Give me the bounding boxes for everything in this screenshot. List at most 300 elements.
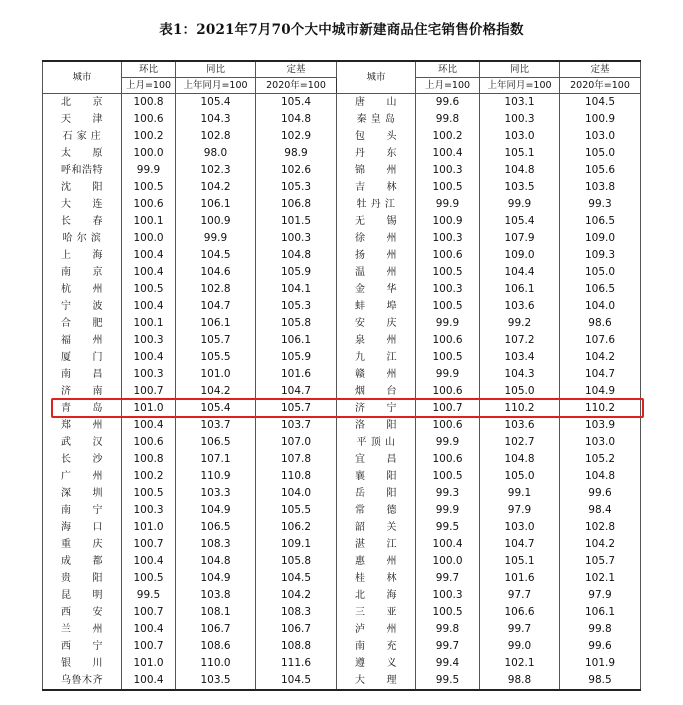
mom-cell: 101.0 (122, 655, 176, 672)
yoy-cell: 105.7 (176, 332, 256, 349)
table-row (43, 434, 641, 451)
fixed-cell: 105.5 (256, 502, 337, 519)
city-cell: 济 南 (43, 383, 122, 400)
fixed-cell: 102.9 (256, 128, 337, 145)
yoy-cell: 110.0 (176, 655, 256, 672)
header-city: 城市 (43, 61, 122, 94)
header-fixed: 定基 (256, 61, 337, 78)
yoy-cell: 105.5 (176, 349, 256, 366)
yoy-cell: 104.6 (176, 264, 256, 281)
fixed-cell-right: 99.6 (560, 638, 641, 655)
table-row (43, 145, 641, 162)
fixed-cell: 101.5 (256, 213, 337, 230)
city-cell-right: 北 海 (337, 587, 416, 604)
fixed-cell-right: 104.0 (560, 298, 641, 315)
city-cell-right: 宜 昌 (337, 451, 416, 468)
table-row (43, 655, 641, 672)
yoy-cell: 104.5 (176, 247, 256, 264)
table-row (43, 451, 641, 468)
header-mom-base-right: 上月=100 (416, 78, 480, 94)
mom-cell: 100.6 (122, 196, 176, 213)
mom-cell: 100.4 (122, 298, 176, 315)
fixed-cell: 104.5 (256, 672, 337, 690)
city-cell-right: 吉 林 (337, 179, 416, 196)
yoy-cell-right: 105.1 (480, 145, 560, 162)
yoy-cell-right: 98.8 (480, 672, 560, 690)
yoy-cell: 102.8 (176, 281, 256, 298)
yoy-cell-right: 100.3 (480, 111, 560, 128)
fixed-cell-right: 106.5 (560, 213, 641, 230)
yoy-cell-right: 103.1 (480, 94, 560, 112)
city-cell: 兰 州 (43, 621, 122, 638)
header-mom-base: 上月=100 (122, 78, 176, 94)
yoy-cell-right: 99.1 (480, 485, 560, 502)
table-row (43, 536, 641, 553)
fixed-cell: 106.1 (256, 332, 337, 349)
table-row (43, 281, 641, 298)
city-cell-right: 湛 江 (337, 536, 416, 553)
fixed-cell: 104.1 (256, 281, 337, 298)
city-cell-right: 包 头 (337, 128, 416, 145)
yoy-cell: 104.9 (176, 570, 256, 587)
fixed-cell: 110.8 (256, 468, 337, 485)
fixed-cell: 101.6 (256, 366, 337, 383)
fixed-cell-right: 98.6 (560, 315, 641, 332)
price-index-table (42, 60, 641, 691)
table-row (43, 213, 641, 230)
fixed-cell: 98.9 (256, 145, 337, 162)
mom-cell-right: 99.9 (416, 502, 480, 519)
yoy-cell-right: 104.8 (480, 162, 560, 179)
city-cell: 银 川 (43, 655, 122, 672)
yoy-cell-right: 99.9 (480, 196, 560, 213)
mom-cell: 100.3 (122, 332, 176, 349)
city-cell: 西 安 (43, 604, 122, 621)
fixed-cell-right: 101.9 (560, 655, 641, 672)
yoy-cell-right: 103.4 (480, 349, 560, 366)
city-cell-right: 无 锡 (337, 213, 416, 230)
city-cell: 武 汉 (43, 434, 122, 451)
city-cell-right: 徐 州 (337, 230, 416, 247)
city-cell-right: 温 州 (337, 264, 416, 281)
mom-cell-right: 100.3 (416, 162, 480, 179)
city-cell: 北 京 (43, 94, 122, 112)
fixed-cell: 111.6 (256, 655, 337, 672)
yoy-cell: 104.8 (176, 553, 256, 570)
mom-cell-right: 99.9 (416, 196, 480, 213)
mom-cell: 100.4 (122, 264, 176, 281)
fixed-cell-right: 99.8 (560, 621, 641, 638)
city-cell-right: 烟 台 (337, 383, 416, 400)
mom-cell-right: 99.5 (416, 519, 480, 536)
mom-cell-right: 100.4 (416, 145, 480, 162)
city-cell: 天 津 (43, 111, 122, 128)
mom-cell: 99.9 (122, 162, 176, 179)
yoy-cell: 105.4 (176, 94, 256, 112)
mom-cell: 100.7 (122, 638, 176, 655)
fixed-cell: 108.3 (256, 604, 337, 621)
yoy-cell: 104.2 (176, 383, 256, 400)
city-cell-right: 韶 关 (337, 519, 416, 536)
mom-cell: 100.4 (122, 553, 176, 570)
table-row (43, 672, 641, 690)
yoy-cell: 98.0 (176, 145, 256, 162)
yoy-cell-right: 103.6 (480, 298, 560, 315)
city-cell-right: 牡 丹 江 (337, 196, 416, 213)
city-cell-right: 惠 州 (337, 553, 416, 570)
yoy-cell: 106.5 (176, 434, 256, 451)
fixed-cell: 100.3 (256, 230, 337, 247)
city-cell-right: 蚌 埠 (337, 298, 416, 315)
city-cell-right: 桂 林 (337, 570, 416, 587)
mom-cell: 100.1 (122, 315, 176, 332)
mom-cell-right: 99.3 (416, 485, 480, 502)
fixed-cell: 105.7 (256, 400, 337, 417)
mom-cell-right: 99.5 (416, 672, 480, 690)
fixed-cell-right: 103.0 (560, 128, 641, 145)
table-row (43, 315, 641, 332)
mom-cell: 100.4 (122, 672, 176, 690)
table-row (43, 230, 641, 247)
city-cell-right: 九 江 (337, 349, 416, 366)
city-cell-right: 遵 义 (337, 655, 416, 672)
fixed-cell-right: 100.9 (560, 111, 641, 128)
table-row (43, 587, 641, 604)
fixed-cell-right: 110.2 (560, 400, 641, 417)
fixed-cell: 105.3 (256, 298, 337, 315)
city-cell-right: 丹 东 (337, 145, 416, 162)
table-row (43, 383, 641, 400)
yoy-cell: 105.4 (176, 400, 256, 417)
yoy-cell-right: 107.9 (480, 230, 560, 247)
table-row (43, 519, 641, 536)
table-title: 表1：2021年7月70个大中城市新建商品住宅销售价格指数 (159, 22, 524, 38)
city-cell: 太 原 (43, 145, 122, 162)
yoy-cell: 106.1 (176, 315, 256, 332)
mom-cell: 99.5 (122, 587, 176, 604)
fixed-cell-right: 109.0 (560, 230, 641, 247)
mom-cell: 100.0 (122, 145, 176, 162)
fixed-cell: 107.8 (256, 451, 337, 468)
yoy-cell: 99.9 (176, 230, 256, 247)
table-row (43, 247, 641, 264)
city-cell: 深 圳 (43, 485, 122, 502)
mom-cell: 100.6 (122, 434, 176, 451)
fixed-cell: 105.4 (256, 94, 337, 112)
mom-cell-right: 100.7 (416, 400, 480, 417)
fixed-cell-right: 104.5 (560, 94, 641, 112)
city-cell: 大 连 (43, 196, 122, 213)
city-cell-right: 唐 山 (337, 94, 416, 112)
yoy-cell-right: 97.9 (480, 502, 560, 519)
fixed-cell-right: 107.6 (560, 332, 641, 349)
city-cell: 南 京 (43, 264, 122, 281)
fixed-cell: 106.7 (256, 621, 337, 638)
mom-cell: 100.4 (122, 417, 176, 434)
city-cell: 贵 阳 (43, 570, 122, 587)
city-cell: 广 州 (43, 468, 122, 485)
mom-cell: 100.4 (122, 247, 176, 264)
table-row (43, 94, 641, 112)
yoy-cell-right: 110.2 (480, 400, 560, 417)
header-yoy-base-right: 上年同月=100 (480, 78, 560, 94)
city-cell-right: 赣 州 (337, 366, 416, 383)
yoy-cell: 101.0 (176, 366, 256, 383)
mom-cell-right: 99.7 (416, 570, 480, 587)
city-cell-right: 常 德 (337, 502, 416, 519)
mom-cell: 100.8 (122, 451, 176, 468)
yoy-cell-right: 99.7 (480, 621, 560, 638)
fixed-cell-right: 102.8 (560, 519, 641, 536)
city-cell-right: 济 宁 (337, 400, 416, 417)
mom-cell: 100.7 (122, 536, 176, 553)
city-cell: 南 昌 (43, 366, 122, 383)
yoy-cell: 104.9 (176, 502, 256, 519)
yoy-cell: 103.8 (176, 587, 256, 604)
city-cell-right: 三 亚 (337, 604, 416, 621)
city-cell: 哈 尔 滨 (43, 230, 122, 247)
table-row (43, 553, 641, 570)
fixed-cell: 104.8 (256, 111, 337, 128)
mom-cell: 101.0 (122, 400, 176, 417)
city-cell: 郑 州 (43, 417, 122, 434)
fixed-cell: 109.1 (256, 536, 337, 553)
table-row (43, 298, 641, 315)
mom-cell-right: 99.8 (416, 621, 480, 638)
city-cell: 呼和浩特 (43, 162, 122, 179)
mom-cell: 100.7 (122, 383, 176, 400)
mom-cell: 100.1 (122, 213, 176, 230)
yoy-cell: 103.5 (176, 672, 256, 690)
yoy-cell-right: 105.0 (480, 383, 560, 400)
table-row (43, 349, 641, 366)
header-yoy: 同比 (176, 61, 256, 78)
header-row-top (43, 61, 641, 78)
yoy-cell: 104.2 (176, 179, 256, 196)
fixed-cell: 103.7 (256, 417, 337, 434)
mom-cell: 100.8 (122, 94, 176, 112)
fixed-cell: 102.6 (256, 162, 337, 179)
mom-cell: 100.2 (122, 128, 176, 145)
mom-cell: 100.2 (122, 468, 176, 485)
header-yoy-right: 同比 (480, 61, 560, 78)
yoy-cell: 104.3 (176, 111, 256, 128)
fixed-cell-right: 106.1 (560, 604, 641, 621)
fixed-cell-right: 102.1 (560, 570, 641, 587)
yoy-cell-right: 104.8 (480, 451, 560, 468)
city-cell: 杭 州 (43, 281, 122, 298)
mom-cell: 100.5 (122, 281, 176, 298)
yoy-cell-right: 107.2 (480, 332, 560, 349)
yoy-cell-right: 104.4 (480, 264, 560, 281)
fixed-cell-right: 99.3 (560, 196, 641, 213)
table-row (43, 638, 641, 655)
mom-cell: 100.3 (122, 502, 176, 519)
fixed-cell: 105.9 (256, 349, 337, 366)
city-cell: 西 宁 (43, 638, 122, 655)
yoy-cell: 102.3 (176, 162, 256, 179)
table-row (43, 128, 641, 145)
yoy-cell-right: 106.1 (480, 281, 560, 298)
fixed-cell-right: 109.3 (560, 247, 641, 264)
yoy-cell-right: 103.0 (480, 519, 560, 536)
yoy-cell-right: 103.0 (480, 128, 560, 145)
yoy-cell-right: 97.7 (480, 587, 560, 604)
mom-cell-right: 99.9 (416, 315, 480, 332)
mom-cell-right: 99.7 (416, 638, 480, 655)
fixed-cell-right: 104.2 (560, 349, 641, 366)
yoy-cell: 107.1 (176, 451, 256, 468)
yoy-cell-right: 105.4 (480, 213, 560, 230)
fixed-cell-right: 105.7 (560, 553, 641, 570)
city-cell-right: 大 理 (337, 672, 416, 690)
city-cell-right: 安 庆 (337, 315, 416, 332)
city-cell: 厦 门 (43, 349, 122, 366)
table-row (43, 332, 641, 349)
fixed-cell-right: 104.7 (560, 366, 641, 383)
city-cell: 重 庆 (43, 536, 122, 553)
mom-cell: 100.3 (122, 366, 176, 383)
header-mom: 环比 (122, 61, 176, 78)
city-cell-right: 泉 州 (337, 332, 416, 349)
city-cell: 福 州 (43, 332, 122, 349)
fixed-cell: 106.8 (256, 196, 337, 213)
city-cell: 海 口 (43, 519, 122, 536)
city-cell: 乌鲁木齐 (43, 672, 122, 690)
mom-cell-right: 100.5 (416, 298, 480, 315)
mom-cell: 100.0 (122, 230, 176, 247)
city-cell: 长 沙 (43, 451, 122, 468)
table-row (43, 502, 641, 519)
fixed-cell: 106.2 (256, 519, 337, 536)
table-row (43, 417, 641, 434)
yoy-cell: 103.7 (176, 417, 256, 434)
header-fixed-base-right: 2020年=100 (560, 78, 641, 94)
table-row (43, 400, 641, 417)
mom-cell-right: 99.8 (416, 111, 480, 128)
mom-cell: 100.7 (122, 604, 176, 621)
table-row (43, 366, 641, 383)
yoy-cell: 102.8 (176, 128, 256, 145)
header-yoy-base: 上年同月=100 (176, 78, 256, 94)
city-cell-right: 岳 阳 (337, 485, 416, 502)
table-row (43, 604, 641, 621)
mom-cell-right: 100.6 (416, 451, 480, 468)
yoy-cell: 104.7 (176, 298, 256, 315)
table-row (43, 621, 641, 638)
fixed-cell: 104.5 (256, 570, 337, 587)
mom-cell: 100.4 (122, 621, 176, 638)
yoy-cell-right: 105.1 (480, 553, 560, 570)
yoy-cell: 106.7 (176, 621, 256, 638)
fixed-cell-right: 104.9 (560, 383, 641, 400)
table-row (43, 179, 641, 196)
mom-cell-right: 99.9 (416, 434, 480, 451)
fixed-cell: 104.8 (256, 247, 337, 264)
mom-cell-right: 100.6 (416, 383, 480, 400)
mom-cell-right: 100.5 (416, 349, 480, 366)
fixed-cell: 104.0 (256, 485, 337, 502)
city-cell: 成 都 (43, 553, 122, 570)
mom-cell-right: 100.9 (416, 213, 480, 230)
mom-cell-right: 100.6 (416, 417, 480, 434)
fixed-cell-right: 105.0 (560, 145, 641, 162)
table-row (43, 264, 641, 281)
header-fixed-base: 2020年=100 (256, 78, 337, 94)
city-cell: 南 宁 (43, 502, 122, 519)
city-cell: 长 春 (43, 213, 122, 230)
yoy-cell-right: 101.6 (480, 570, 560, 587)
fixed-cell-right: 105.0 (560, 264, 641, 281)
mom-cell: 100.5 (122, 179, 176, 196)
yoy-cell-right: 103.5 (480, 179, 560, 196)
table-row (43, 196, 641, 213)
yoy-cell: 103.3 (176, 485, 256, 502)
city-cell-right: 襄 阳 (337, 468, 416, 485)
fixed-cell: 105.3 (256, 179, 337, 196)
table-row (43, 162, 641, 179)
fixed-cell-right: 98.5 (560, 672, 641, 690)
yoy-cell-right: 106.6 (480, 604, 560, 621)
city-cell: 上 海 (43, 247, 122, 264)
mom-cell-right: 99.4 (416, 655, 480, 672)
mom-cell-right: 100.6 (416, 247, 480, 264)
mom-cell-right: 100.5 (416, 468, 480, 485)
fixed-cell-right: 105.6 (560, 162, 641, 179)
mom-cell-right: 100.5 (416, 264, 480, 281)
table-row (43, 485, 641, 502)
mom-cell-right: 99.6 (416, 94, 480, 112)
fixed-cell: 108.8 (256, 638, 337, 655)
mom-cell: 100.6 (122, 111, 176, 128)
yoy-cell-right: 103.6 (480, 417, 560, 434)
yoy-cell-right: 102.7 (480, 434, 560, 451)
header-mom-right: 环比 (416, 61, 480, 78)
city-cell-right: 锦 州 (337, 162, 416, 179)
mom-cell-right: 100.3 (416, 281, 480, 298)
mom-cell-right: 100.5 (416, 604, 480, 621)
yoy-cell: 108.3 (176, 536, 256, 553)
fixed-cell-right: 98.4 (560, 502, 641, 519)
fixed-cell-right: 105.2 (560, 451, 641, 468)
yoy-cell: 106.1 (176, 196, 256, 213)
fixed-cell-right: 103.8 (560, 179, 641, 196)
fixed-cell-right: 106.5 (560, 281, 641, 298)
yoy-cell-right: 104.7 (480, 536, 560, 553)
yoy-cell-right: 102.1 (480, 655, 560, 672)
city-cell: 合 肥 (43, 315, 122, 332)
city-cell-right: 泸 州 (337, 621, 416, 638)
table-row (43, 570, 641, 587)
yoy-cell: 106.5 (176, 519, 256, 536)
city-cell-right: 金 华 (337, 281, 416, 298)
yoy-cell: 100.9 (176, 213, 256, 230)
city-cell: 昆 明 (43, 587, 122, 604)
table-row (43, 468, 641, 485)
yoy-cell-right: 99.0 (480, 638, 560, 655)
mom-cell: 100.5 (122, 485, 176, 502)
fixed-cell: 105.8 (256, 553, 337, 570)
header-city-right: 城市 (337, 61, 416, 94)
mom-cell: 100.4 (122, 349, 176, 366)
fixed-cell-right: 103.9 (560, 417, 641, 434)
yoy-cell-right: 99.2 (480, 315, 560, 332)
mom-cell-right: 100.3 (416, 230, 480, 247)
mom-cell-right: 100.3 (416, 587, 480, 604)
city-cell-right: 秦 皇 岛 (337, 111, 416, 128)
yoy-cell-right: 105.0 (480, 468, 560, 485)
yoy-cell-right: 104.3 (480, 366, 560, 383)
